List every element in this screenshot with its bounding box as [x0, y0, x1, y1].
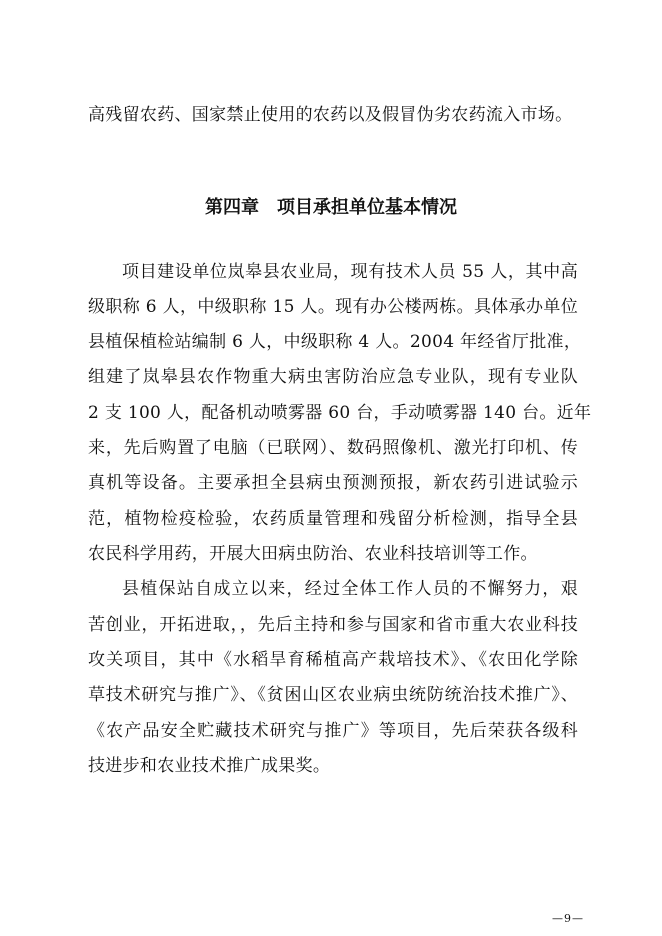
paragraph-line: 2 支 100 人，配备机动喷雾器 60 台，手动喷雾器 140 台。近年 — [88, 403, 592, 423]
paragraph-line: 来，先后购置了电脑（已联网）、数码照像机、激光打印机、传 — [88, 438, 578, 458]
paragraph-line: 苦创业，开拓进取，，先后主持和参与国家和省市重大农业科技 — [88, 615, 578, 635]
paragraph-line: 技进步和农业技术推广成果奖。 — [88, 756, 331, 776]
page-number: —9— — [552, 912, 584, 925]
paragraph-line: 真机等设备。主要承担全县病虫预测预报，新农药引进试验示 — [88, 473, 578, 493]
chapter-heading: 第四章 项目承担单位基本情况 — [205, 197, 457, 218]
paragraph-line: 草技术研究与推广》、《贫困山区农业病虫统防统治技术推广》、 — [88, 685, 578, 705]
paragraph-line: 级职称 6 人，中级职称 15 人。现有办公楼两栋。具体承办单位 — [88, 297, 578, 317]
carryover-text-line: 高残留农药、国家禁止使用的农药以及假冒伪劣农药流入市场。 — [88, 105, 573, 125]
paragraph-line: 农民科学用药，开展大田病虫防治、农业科技培训等工作。 — [88, 544, 538, 564]
paragraph-line: 《农产品安全贮藏技术研究与推广》等项目，先后荣获各级科 — [88, 721, 578, 741]
paragraph-line: 攻关项目，其中《水稻旱育稀植高产栽培技术》、《农田化学除 — [88, 650, 578, 670]
paragraph-line: 组建了岚皋县农作物重大病虫害防治应急专业队，现有专业队 — [88, 367, 578, 387]
paragraph-line: 范，植物检疫检验，农药质量管理和残留分析检测，指导全县 — [88, 509, 578, 529]
paragraph-line: 项目建设单位岚皋县农业局，现有技术人员 55 人，其中高 — [122, 262, 578, 282]
paragraph-line: 县植保站自成立以来，经过全体工作人员的不懈努力，艰 — [122, 579, 578, 599]
paragraph-line: 县植保植检站编制 6 人，中级职称 4 人。2004 年经省厅批准， — [88, 332, 582, 352]
